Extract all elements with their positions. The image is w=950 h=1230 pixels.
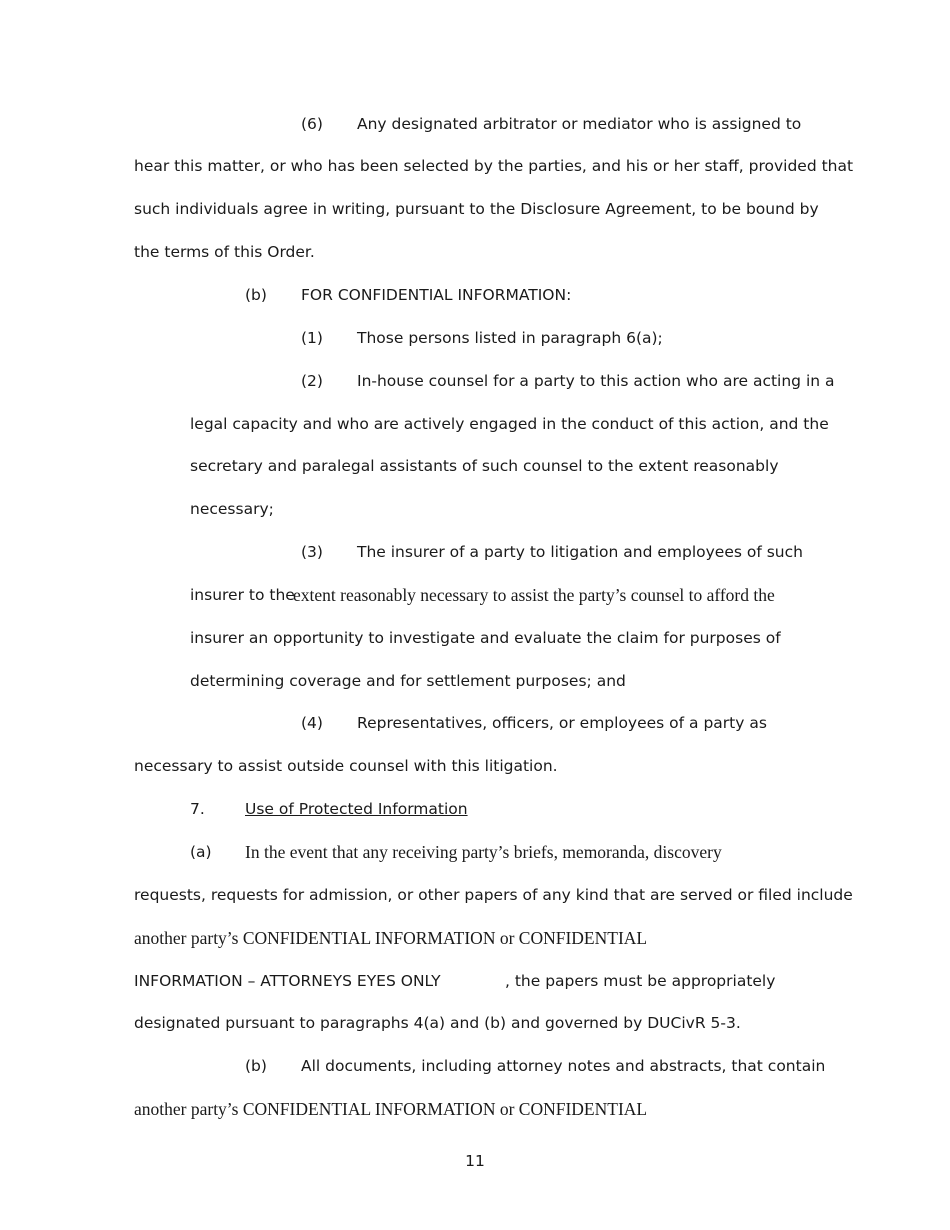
- item-6-line-4: the terms of this Order.: [134, 243, 315, 261]
- item-b2-line-1: In-house counsel for a party to this action who are acting in a: [357, 372, 835, 390]
- item-b1-line-1: Those persons listed in paragraph 6(a);: [357, 329, 663, 347]
- section-7-number: 7.: [190, 800, 205, 818]
- item-b4-line-1: Representatives, officers, or employees of a party as: [357, 714, 767, 732]
- section-7a-line-2: requests, requests for admission, or other papers of any kind that are served or filed include: [134, 886, 853, 904]
- item-b3-line-2b: extent reasonably necessary to assist the party’s counsel to afford the: [293, 585, 775, 605]
- section-7a-line-3: another party’s CONFIDENTIAL INFORMATION or CONFIDENTIAL: [134, 928, 648, 948]
- item-6-line-2: hear this matter, or who has been selected by the parties, and his or her staff, provided that: [134, 157, 854, 175]
- item-b3-line-4: determining coverage and for settlement purposes; and: [190, 672, 626, 690]
- section-7a-line-4a: INFORMATION – ATTORNEYS EYES ONLY: [134, 972, 441, 990]
- section-7a-line-4b: , the papers must be appropriately: [505, 972, 776, 990]
- section-7a-number: (a): [190, 843, 212, 861]
- subsection-b-number: (b): [245, 286, 267, 304]
- section-7b-number: (b): [245, 1057, 267, 1075]
- section-7b-line-1: All documents, including attorney notes and abstracts, that contain: [301, 1057, 826, 1075]
- item-b1-number: (1): [301, 329, 323, 347]
- item-b2-line-3: secretary and paralegal assistants of such counsel to the extent reasonably: [190, 457, 779, 475]
- item-b3-line-1: The insurer of a party to litigation and employees of such: [357, 543, 803, 561]
- section-7b-line-2: another party’s CONFIDENTIAL INFORMATION or CONFIDENTIAL: [134, 1099, 648, 1119]
- item-b2-line-2: legal capacity and who are actively engaged in the conduct of this action, and the: [190, 415, 829, 433]
- page-number: 11: [465, 1152, 485, 1170]
- item-b2-number: (2): [301, 372, 323, 390]
- item-6-line-1: Any designated arbitrator or mediator who is assigned to: [357, 115, 802, 133]
- item-b4-number: (4): [301, 714, 323, 732]
- section-7a-line-1: In the event that any receiving party’s briefs, memoranda, discovery: [245, 842, 722, 862]
- item-b2-line-4: necessary;: [190, 500, 274, 518]
- section-7a-line-5: designated pursuant to paragraphs 4(a) and (b) and governed by DUCivR 5-3.: [134, 1014, 741, 1032]
- item-b3-line-3: insurer an opportunity to investigate and evaluate the claim for purposes of: [190, 629, 781, 647]
- item-b3-line-2a: insurer to the: [190, 586, 295, 604]
- item-6-line-3: such individuals agree in writing, pursuant to the Disclosure Agreement, to be bound by: [134, 200, 819, 218]
- item-b4-line-2: necessary to assist outside counsel with this litigation.: [134, 757, 558, 775]
- subsection-b-heading: FOR CONFIDENTIAL INFORMATION:: [301, 286, 572, 304]
- item-b3-number: (3): [301, 543, 323, 561]
- item-6-number: (6): [301, 115, 323, 133]
- section-7-title: Use of Protected Information: [245, 800, 468, 818]
